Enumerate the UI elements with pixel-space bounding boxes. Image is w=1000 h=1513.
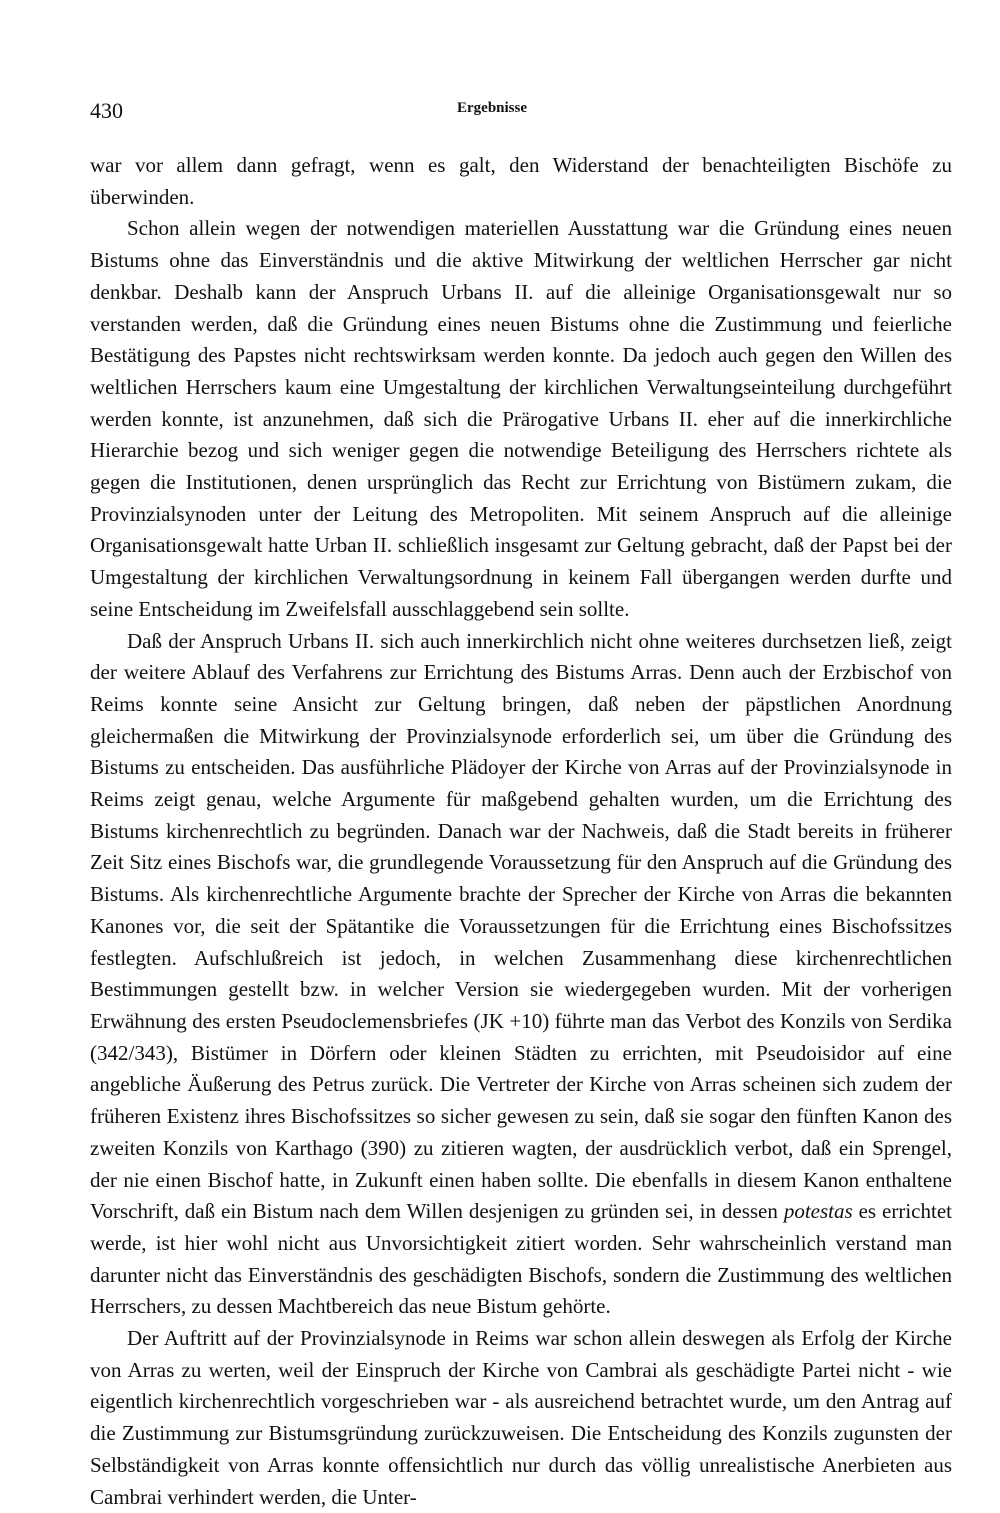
italic-term-potestas: potestas — [783, 1199, 853, 1224]
paragraph-arras-text-before: Daß der Anspruch Urbans II. sich auch innerkirchlich nicht ohne weiteres durchsetzen ließ, zeigt der weitere Ablauf des Verfahrens zur Errichtung des Bistums Arras. Denn auch der Erzbischof von Reims konnte seine Ansicht zur Geltung bringen, daß neben der päpstlichen Anordnung gleichermaßen die Mitwirkung der Provinzialsynode erforderlich sei, um über die Gründung des Bistums zu entscheiden. Das ausführliche Plädoyer der Kirche von Arras auf der Provinzialsynode in Reims zeigt genau, welche Argumente für maßgebend gehalten wurden, um die Errichtung des Bistums kirchenrechtlich zu begründen. Danach war der Nachweis, daß die Stadt bereits in früherer Zeit Sitz eines Bischofs war, die grundlegende Voraussetzung für den Anspruch auf die Gründung des Bistums. Als kirchenrechtliche Argumente brachte der Sprecher der Kirche von Arras die bekannten Kanones vor, die seit der Spätantike die Voraussetzungen für die Errichtung eines Bischofssitzes festlegten. Aufschlußreich ist jedoch, in welchen Zusammenhang diese kirchenrechtlichen Bestimmungen gestellt bzw. in welcher Version sie wiedergegeben wurden. Mit der vorherigen Erwähnung des ersten Pseudoclemensbriefes (JK +10) führte man das Verbot des Konzils von Serdika (342/343), Bistümer in Dörfern oder kleinen Städten zu errichten, mit Pseudoisidor auf eine angebliche Äußerung des Petrus zurück. Die Vertreter der Kirche von Arras scheinen sich zudem der früheren Existenz ihres Bischofssitzes so sicher gewesen zu sein, daß sie sogar den fünften Kanon des zweiten Konzils von Karthago (390) zu zitieren wagten, der ausdrücklich verbot, daß ein Sprengel, der nie einen Bischof hatte, in Zukunft einen haben sollte. Die ebenfalls in diesem Kanon enthaltene Vorschrift, daß ein Bistum nach dem Willen desjenigen zu gründen sei, in dessen — [90, 628, 952, 1224]
paragraph-arras-procedure — [90, 626, 952, 1323]
page-number: 430 — [90, 98, 123, 123]
running-head — [90, 98, 952, 132]
running-head-title: Ergebnisse — [457, 100, 528, 116]
body-text — [90, 150, 952, 1513]
paragraph-continuation: war vor allem dann gefragt, wenn es galt, den Widerstand der benachteiligten Bischöfe zu überwinden. — [90, 153, 952, 209]
paragraph-reims-synod: Der Auftritt auf der Provinzialsynode in Reims war schon allein deswegen als Erfolg der Kirche von Arras zu werten, weil der Einspruch der Kirche von Cambrai als geschädigte Partei nicht - wie eigentlich kirchenrechtlich vorgeschrieben war - als ausreichend betrachtet wurde, um den Antrag auf die Zustimmung zur Bistumsgründung zurückzuweisen. Die Entscheidung des Konzils zugunsten der Selbständigkeit von Arras konnte offensichtlich nur durch das völlig unrealistische Anerbieten aus Cambrai verhindert werden, die Unter- — [90, 1326, 952, 1509]
paragraph-founding-new-diocese: Schon allein wegen der notwendigen materiellen Ausstattung war die Gründung eines neuen Bistums ohne das Einverständnis und die aktive Mitwirkung der weltlichen Herrscher gar nicht denkbar. Deshalb kann der Anspruch Urbans II. auf die alleinige Organisationsgewalt nur so verstanden werden, daß die Gründung eines neuen Bistums ohne die Zustimmung und feierliche Bestätigung des Papstes nicht rechtswirksam werden konnte. Da jedoch auch gegen den Willen des weltlichen Herrschers kaum eine Umgestaltung der kirchlichen Verwaltungseinteilung durchgeführt werden konnte, ist anzunehmen, daß sich die Prärogative Urbans II. eher auf die innerkirchliche Hierarchie bezog und sich weniger gegen die notwendige Beteiligung des Herrschers richtete als gegen die Institutionen, denen ursprünglich das Recht zur Errichtung von Bistümern zukam, die Provinzialsynoden unter der Leitung des Metropoliten. Mit seinem Anspruch auf die alleinige Organisationsgewalt hatte Urban II. schließlich insgesamt zur Geltung gebracht, daß der Papst bei der Umgestaltung der kirchlichen Verwaltungsordnung in keinem Fall übergangen werden durfte und seine Entscheidung im Zweifelsfall ausschlaggebend sein sollte. — [90, 216, 952, 621]
paragraph-arras-text-after: es errichtet werde, ist hier wohl nicht aus Unvorsichtigkeit zitiert worden. Sehr wahrscheinlich verstand man darunter nicht das Einverständnis des geschädigten Bischofs, sondern die Zustimmung des weltlichen Herrschers, zu dessen Machtbereich das neue Bistum gehörte. — [90, 1199, 952, 1319]
